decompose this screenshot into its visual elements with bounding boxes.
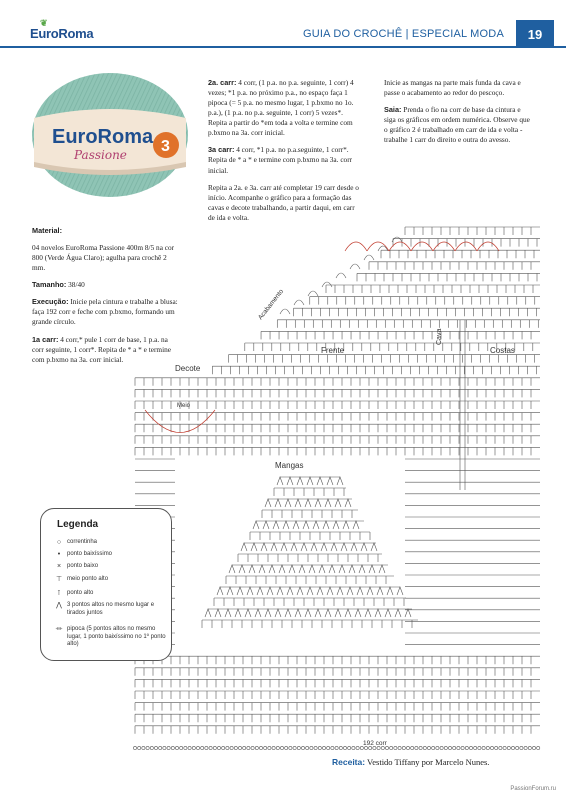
sleeve-cluster bbox=[227, 587, 233, 595]
sleeve-cluster bbox=[337, 587, 343, 595]
sleeve-cluster bbox=[299, 565, 305, 573]
sleeve-cluster bbox=[283, 521, 289, 529]
sleeve-cluster bbox=[275, 609, 281, 617]
sleeve-cluster bbox=[395, 609, 401, 617]
sleeve-cluster bbox=[273, 521, 279, 529]
sleeve-cluster bbox=[327, 587, 333, 595]
sleeve-cluster bbox=[285, 609, 291, 617]
sleeve-cluster bbox=[367, 587, 373, 595]
chain-stitch bbox=[474, 746, 477, 749]
legend-box bbox=[40, 508, 172, 661]
acabamento-fan bbox=[280, 309, 290, 314]
sleeve-cluster bbox=[263, 521, 269, 529]
chain-stitch bbox=[180, 746, 183, 749]
chain-stitch bbox=[280, 746, 283, 749]
chain-stitch bbox=[272, 746, 275, 749]
chain-stitch bbox=[348, 746, 351, 749]
label-cava: Cava bbox=[436, 328, 443, 345]
sleeve-cluster bbox=[287, 587, 293, 595]
brand-name: EuroRoma bbox=[30, 26, 94, 41]
sleeve-cluster bbox=[285, 499, 291, 507]
sleeve-cluster bbox=[295, 499, 301, 507]
sleeve-cluster bbox=[281, 543, 287, 551]
popcorn-icon: ⏛ bbox=[55, 626, 63, 633]
chain-stitch bbox=[318, 746, 321, 749]
chain-stitch bbox=[419, 746, 422, 749]
chain-stitch bbox=[394, 746, 397, 749]
sleeve-cluster bbox=[229, 565, 235, 573]
repeat-text: Repita a 2a. e 3a. carr até completar 19 carr desde o início. Acompanhe o gráfico para a formação das cavas e decote trabalhando, a partir daqui, em carr de ida e volta. bbox=[208, 182, 359, 222]
sleeve-cluster bbox=[361, 543, 367, 551]
sleeve-cluster bbox=[215, 609, 221, 617]
sleeve-cluster bbox=[249, 565, 255, 573]
chain-stitch bbox=[268, 746, 271, 749]
chain-stitch bbox=[356, 746, 359, 749]
sleeve-cluster bbox=[319, 565, 325, 573]
chain-stitch bbox=[499, 746, 502, 749]
chain-stitch bbox=[243, 746, 246, 749]
chain-stitch bbox=[217, 746, 220, 749]
label-decote: Decote bbox=[175, 364, 201, 373]
row2-text: 4 corr, (1 p.a. no p.a. seguinte, 1 corr) 4 vezes; *1 p.a. no próximo p.a., no espaço faça 1 pipoca (= 5 p.a. no mesmo lugar, 1 p.bxmo no 1o. p.a.), (1 p.a. no p.a. seguinte, 1 corr) 5 vezes*. Repita a partir do *em toda a volta e termine com p.bxmo na 3a. corr inicial. bbox=[208, 78, 354, 138]
sleeve-cluster bbox=[337, 477, 343, 485]
cava-arc bbox=[389, 242, 411, 251]
sleeve-cluster bbox=[217, 587, 223, 595]
material-text: 04 novelos EuroRoma Passione 400m 8/5 na cor 800 (Verde Água Claro); agulha para crochê 2 mm. bbox=[32, 243, 175, 273]
sleeve-cluster bbox=[307, 477, 313, 485]
chain-stitch bbox=[213, 746, 216, 749]
page-number: 19 bbox=[516, 20, 554, 48]
sleeve-cluster bbox=[321, 543, 327, 551]
sleeve-cluster bbox=[291, 543, 297, 551]
chain-stitch bbox=[226, 746, 229, 749]
sleeve-cluster bbox=[253, 521, 259, 529]
instructions-column-b bbox=[208, 78, 361, 230]
sleeve-cluster bbox=[275, 499, 281, 507]
sleeve-cluster bbox=[277, 477, 283, 485]
chain-stitch bbox=[285, 746, 288, 749]
chain-stitch bbox=[259, 746, 262, 749]
legend-title: Legenda bbox=[57, 519, 99, 530]
sleeve-cluster bbox=[309, 565, 315, 573]
chain-stitch bbox=[503, 746, 506, 749]
crochet-chart bbox=[115, 215, 545, 755]
chain-stitch bbox=[331, 746, 334, 749]
chain-stitch bbox=[310, 746, 313, 749]
sleeve-cluster bbox=[349, 565, 355, 573]
sleeve-cluster bbox=[353, 521, 359, 529]
legend-item: ⏛ pipoca (5 pontos altos no mesmo lugar, 1 ponto baixíssimo no 1º ponto alto) bbox=[51, 626, 171, 649]
chain-stitch bbox=[150, 746, 153, 749]
sleeve-cluster bbox=[205, 609, 211, 617]
sleeve-cluster bbox=[307, 587, 313, 595]
chain-stitch bbox=[238, 746, 241, 749]
sleeve-cluster bbox=[287, 477, 293, 485]
sleeve-cluster bbox=[339, 565, 345, 573]
chain-stitch bbox=[448, 746, 451, 749]
sleeve-cluster bbox=[247, 587, 253, 595]
chain-stitch bbox=[469, 746, 472, 749]
sleeve-cluster bbox=[311, 543, 317, 551]
sleeve-cluster bbox=[369, 565, 375, 573]
sleeve-cluster bbox=[325, 609, 331, 617]
chain-stitch bbox=[453, 746, 456, 749]
chain-stitch bbox=[423, 746, 426, 749]
chain-stitch bbox=[247, 746, 250, 749]
sleeve-cluster bbox=[303, 521, 309, 529]
sleeve-cluster bbox=[251, 543, 257, 551]
chain-stitch bbox=[306, 746, 309, 749]
sleeve-cluster bbox=[355, 609, 361, 617]
legend-item: ○ correntinha bbox=[51, 539, 171, 548]
sleeve-cluster bbox=[351, 543, 357, 551]
chain-stitch bbox=[511, 746, 514, 749]
chain-stitch bbox=[159, 746, 162, 749]
chain-stitch bbox=[196, 746, 199, 749]
yarn-line-text: Passione bbox=[74, 148, 127, 162]
sleeve-cluster bbox=[345, 609, 351, 617]
chain-stitch bbox=[461, 746, 464, 749]
sleeve-cluster bbox=[317, 477, 323, 485]
execution-label: Execução: bbox=[32, 297, 69, 307]
legend-item: • ponto baixíssimo bbox=[51, 551, 171, 560]
sleeve-cluster bbox=[331, 543, 337, 551]
acabamento-fan bbox=[308, 291, 318, 296]
sleeve-cluster bbox=[335, 499, 341, 507]
chain-stitch bbox=[322, 746, 325, 749]
chain-stitch bbox=[524, 746, 527, 749]
chain-stitch bbox=[327, 746, 330, 749]
chain-stitch bbox=[402, 746, 405, 749]
execution-text: Inicie pela cintura e trabalhe a blusa: faça 192 corr e feche com p.bxmo, formando um grande círculo. bbox=[32, 297, 178, 327]
chain-stitch bbox=[520, 746, 523, 749]
chain-stitch bbox=[171, 746, 174, 749]
sleeve-cluster bbox=[345, 499, 351, 507]
sleeve-cluster bbox=[315, 609, 321, 617]
sleeve-cluster bbox=[305, 609, 311, 617]
sleeve-cluster bbox=[271, 543, 277, 551]
sleeve-cluster bbox=[245, 609, 251, 617]
sleeve-cluster bbox=[259, 565, 265, 573]
sleeve-cluster bbox=[265, 609, 271, 617]
cava-arc bbox=[411, 242, 433, 251]
chain-stitch bbox=[201, 746, 204, 749]
chain-stitch bbox=[478, 746, 481, 749]
label-costas: Costas bbox=[490, 346, 515, 355]
instructions-column-c bbox=[384, 78, 534, 152]
chain-stitch bbox=[343, 746, 346, 749]
sleeve-cluster bbox=[341, 543, 347, 551]
skirt-label: Saia: bbox=[384, 105, 402, 115]
chain-stitch bbox=[163, 746, 166, 749]
label-corr-count: 192 corr bbox=[363, 740, 387, 747]
sleeve-cluster bbox=[327, 477, 333, 485]
legend-item: × ponto baixo bbox=[51, 563, 171, 572]
chain-stitch bbox=[427, 746, 430, 749]
sleeve-cluster bbox=[269, 565, 275, 573]
sleeve-cluster bbox=[297, 587, 303, 595]
chain-stitch bbox=[222, 746, 225, 749]
chain-stitch bbox=[486, 746, 489, 749]
sleeve-cluster bbox=[335, 609, 341, 617]
sleeve-cluster bbox=[257, 587, 263, 595]
cava-arc bbox=[433, 242, 455, 251]
chain-stitch bbox=[406, 746, 409, 749]
chain-stitch bbox=[516, 746, 519, 749]
sleeve-cluster bbox=[293, 521, 299, 529]
sleeve-cluster bbox=[329, 565, 335, 573]
slip-stitch-icon: • bbox=[57, 551, 61, 558]
single-crochet-icon: × bbox=[56, 563, 62, 570]
size-label: Tamanho: bbox=[32, 280, 67, 290]
acabamento-fan bbox=[364, 255, 374, 260]
sleeve-cluster bbox=[241, 543, 247, 551]
skirt-text: Prenda o fio na corr de base da cintura e siga os gráficos em ordem numérica. Observe que o gráfico 2 é trabalhado em carr de ida e volta - trabalhe 1 carr do direito e outra do avesso. bbox=[384, 105, 530, 145]
sleeve-cluster bbox=[385, 609, 391, 617]
acabamento-fan bbox=[294, 300, 304, 305]
chain-stitch bbox=[436, 746, 439, 749]
sleeve-cluster bbox=[267, 587, 273, 595]
sleeve-cluster bbox=[225, 609, 231, 617]
chain-stitch bbox=[465, 746, 468, 749]
chain-stitch bbox=[293, 746, 296, 749]
sleeve-cluster bbox=[343, 521, 349, 529]
row3-text: 4 corr, *1 p.a. no p.a.seguinte, 1 corr*. Repita de * a * e termine com p.bxmo na 3a. corr inicial. bbox=[208, 145, 353, 175]
sleeve-cluster bbox=[265, 499, 271, 507]
sleeve-cluster bbox=[371, 543, 377, 551]
row1-label: 1a carr: bbox=[32, 334, 59, 344]
chain-stitch bbox=[133, 746, 136, 749]
chain-stitch bbox=[411, 746, 414, 749]
sleeve-cluster bbox=[323, 521, 329, 529]
leaf-icon: ❦ bbox=[40, 18, 48, 28]
chain-stitch bbox=[490, 746, 493, 749]
chain-stitch bbox=[495, 746, 498, 749]
yarn-size-mark: 3 bbox=[161, 138, 170, 155]
sleeve-cluster bbox=[261, 543, 267, 551]
chain-stitch bbox=[289, 746, 292, 749]
sleeve-cluster bbox=[315, 499, 321, 507]
row1-text: 4 corr,* pule 1 corr de base, 1 p.a. na corr seguinte, 1 corr*. Repita de * a * e termine com p.bxmo na 3a. corr inicial. bbox=[32, 334, 171, 364]
chain-stitch bbox=[440, 746, 443, 749]
chain-stitch-icon: ○ bbox=[56, 539, 62, 546]
label-acabamento: Acabamento bbox=[257, 288, 286, 322]
chain-stitch bbox=[255, 746, 258, 749]
cava-arc bbox=[367, 242, 389, 251]
chain-stitch bbox=[482, 746, 485, 749]
chain-stitch bbox=[184, 746, 187, 749]
row3-label: 3a carr: bbox=[208, 145, 235, 155]
sleeve-cluster bbox=[387, 587, 393, 595]
chart-stitches bbox=[133, 227, 540, 750]
chain-stitch bbox=[205, 746, 208, 749]
sleeve-cluster bbox=[365, 609, 371, 617]
legend-item: ⊺ ponto alto bbox=[51, 590, 171, 599]
chain-stitch bbox=[301, 746, 304, 749]
acabamento-fan bbox=[322, 282, 332, 287]
legend-item: ⋀ 3 pontos altos no mesmo lugar e tirados juntos bbox=[51, 602, 171, 617]
credit-text: Vestido Tiffany por Marcelo Nunes. bbox=[365, 757, 490, 767]
chain-stitch bbox=[390, 746, 393, 749]
chain-stitch bbox=[230, 746, 233, 749]
yarn-brand-text: EuroRoma bbox=[52, 126, 154, 148]
label-mangas: Mangas bbox=[275, 461, 304, 470]
chain-stitch bbox=[142, 746, 145, 749]
sleeve-cluster bbox=[289, 565, 295, 573]
sleeve-cluster bbox=[239, 565, 245, 573]
chain-stitch bbox=[146, 746, 149, 749]
chain-stitch bbox=[314, 746, 317, 749]
chain-stitch bbox=[167, 746, 170, 749]
brand-logo bbox=[30, 18, 94, 41]
sleeve-cluster bbox=[359, 565, 365, 573]
acabamento-fan bbox=[336, 273, 346, 278]
chain-stitch bbox=[432, 746, 435, 749]
credit-label: Receita: bbox=[332, 757, 366, 767]
recipe-credit bbox=[332, 757, 489, 767]
half-double-crochet-icon: ⊤ bbox=[55, 576, 63, 583]
cluster-icon: ⋀ bbox=[56, 602, 62, 609]
sleeve-cluster bbox=[313, 521, 319, 529]
sleeve-cluster bbox=[377, 587, 383, 595]
chain-stitch bbox=[444, 746, 447, 749]
cava-arc bbox=[477, 242, 499, 251]
sleeve-cluster bbox=[255, 609, 261, 617]
chain-stitch bbox=[175, 746, 178, 749]
acabamento-fan bbox=[392, 237, 402, 242]
chain-stitch bbox=[339, 746, 342, 749]
chain-stitch bbox=[537, 746, 540, 749]
sleeve-cluster bbox=[297, 477, 303, 485]
chain-stitch bbox=[398, 746, 401, 749]
sleeves-text: Inicie as mangas na parte mais funda da cava e passe o acabamento ao redor do pescoço. bbox=[384, 78, 521, 98]
sleeve-cluster bbox=[317, 587, 323, 595]
sleeve-cluster bbox=[325, 499, 331, 507]
chain-stitch bbox=[251, 746, 254, 749]
chain-stitch bbox=[415, 746, 418, 749]
material-label: Material: bbox=[32, 226, 63, 235]
sleeve-cluster bbox=[357, 587, 363, 595]
legend-item: ⊤ meio ponto alto bbox=[51, 576, 171, 585]
sleeve-cluster bbox=[397, 587, 403, 595]
size-text: 38/40 bbox=[66, 280, 85, 290]
chain-stitch bbox=[209, 746, 212, 749]
sleeve-cluster bbox=[333, 521, 339, 529]
sleeve-cluster bbox=[379, 565, 385, 573]
row2-label: 2a. carr: bbox=[208, 78, 237, 87]
chain-stitch bbox=[264, 746, 267, 749]
watermark: PassionForum.ru bbox=[510, 786, 556, 792]
cava-arc bbox=[345, 242, 367, 251]
sleeve-cluster bbox=[347, 587, 353, 595]
header-divider bbox=[0, 46, 566, 48]
chain-stitch bbox=[297, 746, 300, 749]
sleeve-cluster bbox=[375, 609, 381, 617]
chain-stitch bbox=[188, 746, 191, 749]
label-meio: Meio bbox=[177, 403, 191, 409]
yarn-ball-image bbox=[30, 70, 190, 200]
chain-stitch bbox=[352, 746, 355, 749]
chain-stitch bbox=[528, 746, 531, 749]
acabamento-fan bbox=[350, 264, 360, 269]
label-frente: Frente bbox=[321, 346, 345, 355]
sleeve-cluster bbox=[301, 543, 307, 551]
chain-stitch bbox=[532, 746, 535, 749]
sleeve-cluster bbox=[305, 499, 311, 507]
sleeve-cluster bbox=[405, 609, 411, 617]
chain-stitch bbox=[457, 746, 460, 749]
chain-stitch bbox=[154, 746, 157, 749]
running-title: GUIA DO CROCHÊ | ESPECIAL MODA bbox=[303, 28, 504, 40]
chain-stitch bbox=[507, 746, 510, 749]
chain-stitch bbox=[276, 746, 279, 749]
sleeve-cluster bbox=[277, 587, 283, 595]
chain-stitch bbox=[335, 746, 338, 749]
chain-stitch bbox=[138, 746, 141, 749]
sleeve-cluster bbox=[295, 609, 301, 617]
chain-stitch bbox=[234, 746, 237, 749]
sleeve-cluster bbox=[235, 609, 241, 617]
chain-stitch bbox=[192, 746, 195, 749]
double-crochet-icon: ⊺ bbox=[57, 590, 61, 597]
sleeve-cluster bbox=[279, 565, 285, 573]
sleeve-cluster bbox=[237, 587, 243, 595]
